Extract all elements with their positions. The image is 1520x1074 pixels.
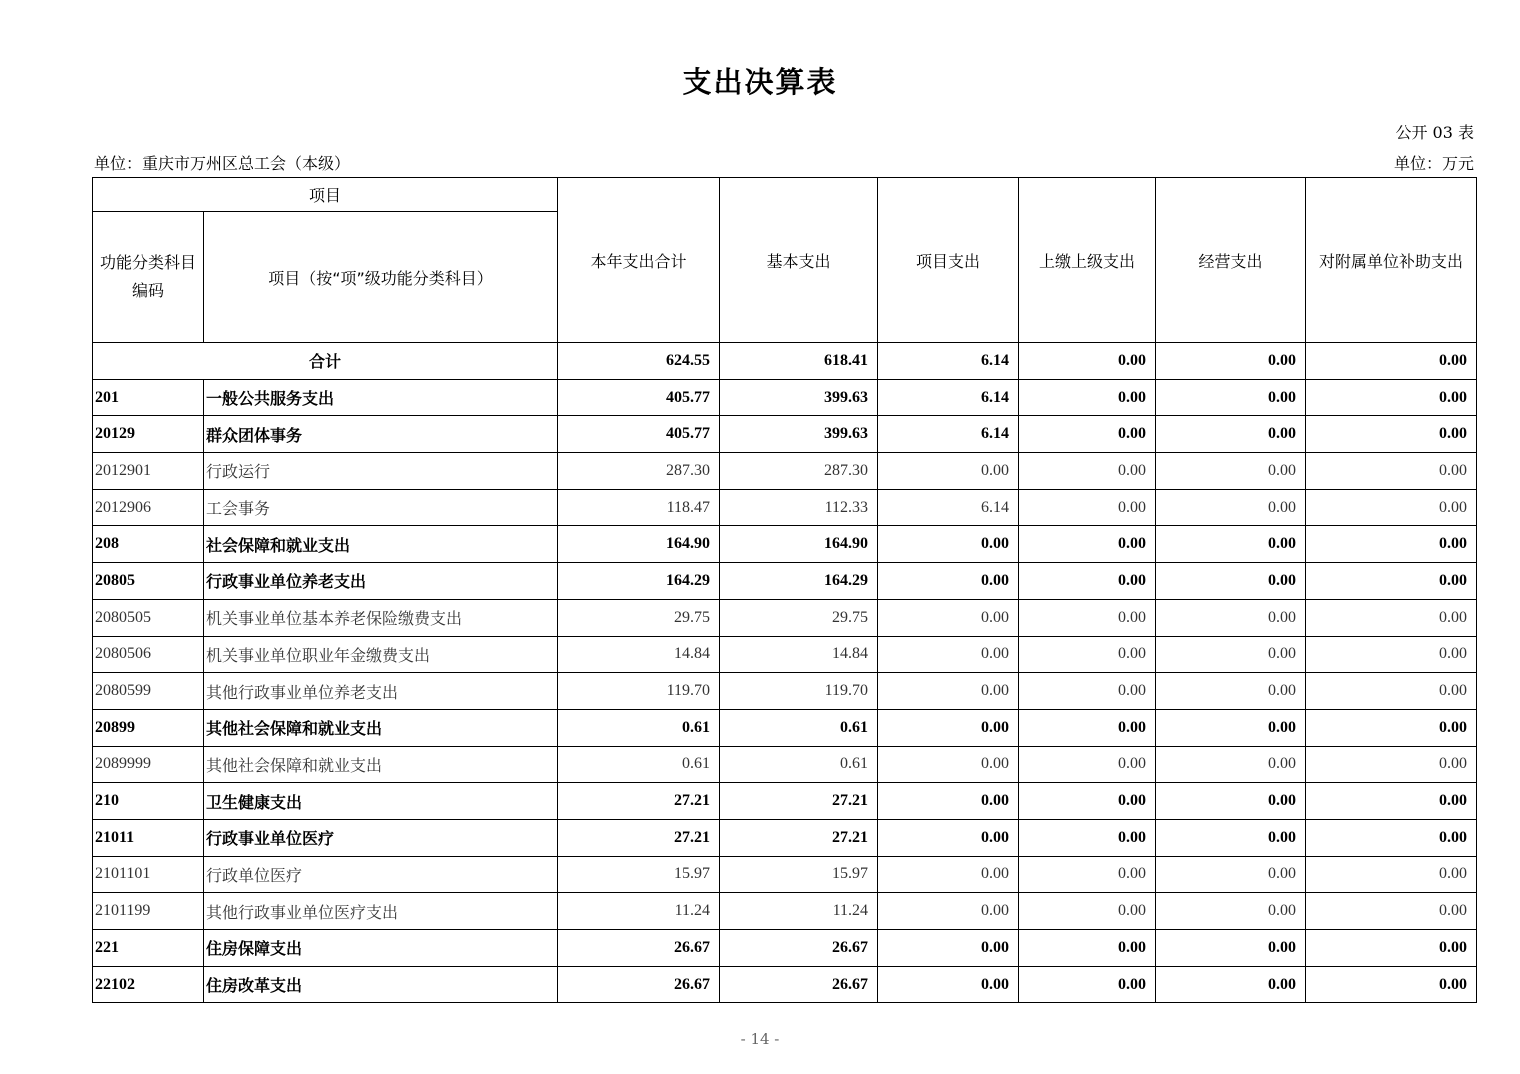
table-row [93,709,1477,746]
header-business: 经营支出 [1156,178,1306,343]
row-name: 其他行政事业单位医疗支出 [204,893,558,930]
row-value: 0.00 [878,746,1019,783]
row-value: 0.00 [1156,416,1306,453]
row-value: 0.61 [720,709,878,746]
page-title: 支出决算表 [682,65,838,99]
header-project: 项目支出 [878,178,1019,343]
header-name: 项目（按“项”级功能分类科目） [204,212,558,343]
row-value: 0.00 [878,966,1019,1003]
row-name: 社会保障和就业支出 [204,526,558,563]
row-name: 群众团体事务 [204,416,558,453]
row-value: 0.00 [878,783,1019,820]
row-name: 行政运行 [204,453,558,490]
row-value: 14.84 [720,636,878,673]
row-value: 0.00 [878,856,1019,893]
row-value: 0.00 [1306,599,1477,636]
row-name: 行政事业单位医疗 [204,819,558,856]
row-value: 112.33 [720,489,878,526]
row-value: 27.21 [558,819,720,856]
row-value: 0.00 [1019,893,1156,930]
row-code: 221 [93,930,204,967]
row-name: 机关事业单位职业年金缴费支出 [204,636,558,673]
row-value: 164.90 [720,526,878,563]
row-value: 0.00 [1156,563,1306,600]
table-row [93,746,1477,783]
row-value: 164.29 [558,563,720,600]
row-value: 405.77 [558,416,720,453]
table-row [93,819,1477,856]
row-name: 住房保障支出 [204,930,558,967]
row-value: 0.00 [1306,673,1477,710]
row-value: 0.00 [1156,819,1306,856]
expenditure-table [92,177,1477,1003]
row-value: 0.00 [878,709,1019,746]
row-code: 208 [93,526,204,563]
table-row [93,783,1477,820]
row-value: 118.47 [558,489,720,526]
row-value: 0.00 [1306,930,1477,967]
row-code: 2080599 [93,673,204,710]
total-cell: 618.41 [720,343,878,380]
row-name: 行政事业单位养老支出 [204,563,558,600]
currency-unit: 单位：万元 [1393,154,1474,173]
row-value: 15.97 [558,856,720,893]
row-value: 0.00 [878,930,1019,967]
row-value: 29.75 [558,599,720,636]
row-value: 6.14 [878,416,1019,453]
row-code: 2012901 [93,453,204,490]
row-value: 27.21 [558,783,720,820]
row-name: 卫生健康支出 [204,783,558,820]
row-code: 21011 [93,819,204,856]
row-value: 399.63 [720,416,878,453]
row-value: 0.00 [1306,636,1477,673]
row-value: 0.00 [1156,636,1306,673]
row-value: 0.00 [1019,856,1156,893]
row-value: 0.00 [1156,489,1306,526]
row-value: 26.67 [558,930,720,967]
table-row [93,966,1477,1003]
row-value: 0.00 [1019,930,1156,967]
row-code: 22102 [93,966,204,1003]
row-value: 0.00 [1019,673,1156,710]
total-label: 合计 [93,343,558,380]
row-code: 20129 [93,416,204,453]
row-value: 0.00 [1019,453,1156,490]
row-value: 119.70 [558,673,720,710]
header-subsidy: 对附属单位补助支出 [1306,178,1477,343]
row-value: 0.00 [1306,966,1477,1003]
row-value: 0.00 [1156,526,1306,563]
row-value: 14.84 [558,636,720,673]
row-name: 机关事业单位基本养老保险缴费支出 [204,599,558,636]
row-value: 287.30 [558,453,720,490]
total-cell: 0.00 [1306,343,1477,380]
header-upper: 上缴上级支出 [1019,178,1156,343]
row-name: 一般公共服务支出 [204,379,558,416]
row-value: 26.67 [558,966,720,1003]
row-value: 0.00 [1156,453,1306,490]
total-cell: 624.55 [558,343,720,380]
row-name: 住房改革支出 [204,966,558,1003]
row-value: 0.00 [1306,379,1477,416]
total-cell: 0.00 [1019,343,1156,380]
row-value: 0.00 [1019,636,1156,673]
table-row [93,856,1477,893]
row-value: 0.00 [1019,489,1156,526]
row-value: 287.30 [720,453,878,490]
row-code: 2080505 [93,599,204,636]
row-value: 0.00 [878,893,1019,930]
row-value: 26.67 [720,966,878,1003]
row-value: 0.00 [1156,783,1306,820]
row-code: 210 [93,783,204,820]
row-code: 2012906 [93,489,204,526]
row-value: 15.97 [720,856,878,893]
row-value: 0.00 [1156,856,1306,893]
row-value: 0.00 [1019,819,1156,856]
row-value: 0.00 [1019,783,1156,820]
row-value: 0.00 [1306,489,1477,526]
row-value: 0.00 [1306,856,1477,893]
row-value: 0.00 [878,526,1019,563]
header-total: 本年支出合计 [558,178,720,343]
row-value: 0.00 [878,453,1019,490]
header-row-1 [93,178,1477,212]
row-value: 11.24 [720,893,878,930]
row-value: 0.00 [1019,563,1156,600]
row-value: 0.61 [558,709,720,746]
form-number: 公开 03 表 [1395,123,1474,142]
table-row [93,599,1477,636]
row-value: 0.00 [1156,930,1306,967]
row-value: 6.14 [878,489,1019,526]
row-value: 0.00 [1306,819,1477,856]
row-value: 26.67 [720,930,878,967]
row-value: 6.14 [878,379,1019,416]
row-value: 0.00 [1306,783,1477,820]
row-value: 0.00 [1156,599,1306,636]
row-value: 0.00 [1306,416,1477,453]
row-value: 405.77 [558,379,720,416]
total-row [93,343,1477,380]
row-name: 工会事务 [204,489,558,526]
table-row [93,416,1477,453]
row-value: 0.00 [878,563,1019,600]
row-code: 20805 [93,563,204,600]
table-row [93,526,1477,563]
row-value: 27.21 [720,819,878,856]
row-value: 0.00 [1306,746,1477,783]
table-row [93,893,1477,930]
row-value: 0.61 [558,746,720,783]
row-value: 0.00 [1156,379,1306,416]
table-row [93,563,1477,600]
table-row [93,636,1477,673]
row-value: 0.00 [1156,746,1306,783]
row-value: 11.24 [558,893,720,930]
table-row [93,379,1477,416]
page-number: - 14 - [740,1030,780,1048]
row-value: 0.00 [1306,526,1477,563]
row-name: 行政单位医疗 [204,856,558,893]
row-value: 27.21 [720,783,878,820]
row-value: 0.00 [1156,709,1306,746]
row-value: 0.00 [1019,709,1156,746]
total-cell: 0.00 [1156,343,1306,380]
row-value: 399.63 [720,379,878,416]
row-value: 0.00 [1306,893,1477,930]
row-code: 2080506 [93,636,204,673]
row-value: 0.00 [1019,746,1156,783]
row-value: 0.00 [1156,673,1306,710]
row-value: 0.00 [1019,966,1156,1003]
row-value: 164.90 [558,526,720,563]
row-value: 0.00 [1019,416,1156,453]
row-code: 2101199 [93,893,204,930]
row-value: 0.00 [878,599,1019,636]
row-value: 0.00 [1156,893,1306,930]
row-code: 20899 [93,709,204,746]
row-value: 0.00 [1019,599,1156,636]
row-value: 0.00 [1306,453,1477,490]
row-value: 0.00 [1306,709,1477,746]
row-value: 0.00 [1019,379,1156,416]
table-row [93,930,1477,967]
row-value: 119.70 [720,673,878,710]
table-row [93,673,1477,710]
header-item: 项目 [93,178,558,212]
total-cell: 6.14 [878,343,1019,380]
header-code: 功能分类科目编码 [93,212,204,343]
header-basic: 基本支出 [720,178,878,343]
table-row [93,453,1477,490]
row-name: 其他行政事业单位养老支出 [204,673,558,710]
row-code: 2101101 [93,856,204,893]
row-name: 其他社会保障和就业支出 [204,746,558,783]
row-value: 164.29 [720,563,878,600]
row-value: 0.00 [878,636,1019,673]
row-code: 201 [93,379,204,416]
row-value: 29.75 [720,599,878,636]
row-value: 0.61 [720,746,878,783]
row-value: 0.00 [1156,966,1306,1003]
row-code: 2089999 [93,746,204,783]
row-value: 0.00 [878,673,1019,710]
row-value: 0.00 [878,819,1019,856]
row-name: 其他社会保障和就业支出 [204,709,558,746]
row-value: 0.00 [1019,526,1156,563]
row-value: 0.00 [1306,563,1477,600]
reporting-unit: 单位：重庆市万州区总工会（本级） [94,154,351,173]
table-row [93,489,1477,526]
